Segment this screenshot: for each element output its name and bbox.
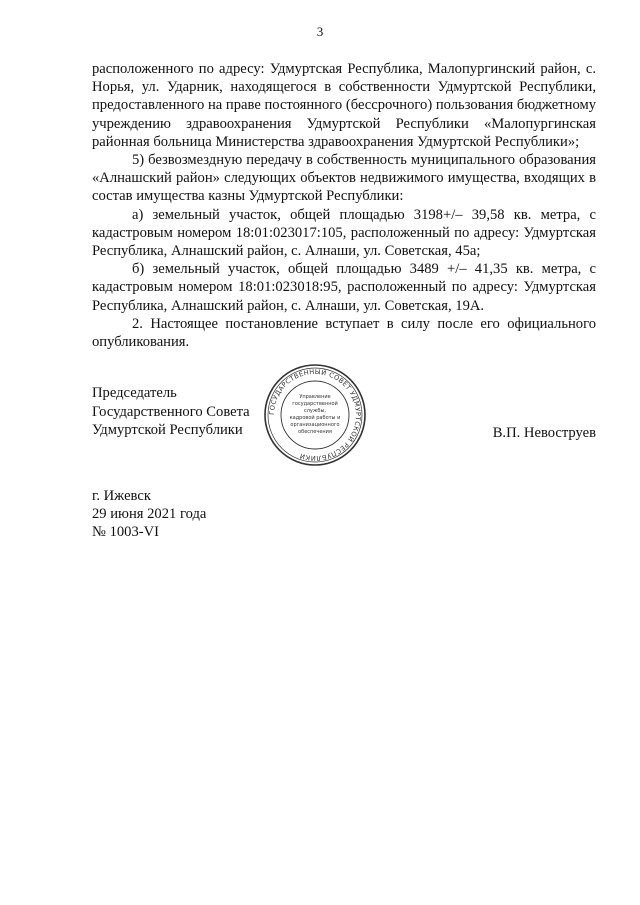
signatory-title	[92, 384, 250, 440]
seal-center-line-4: кадровой работы и	[289, 415, 341, 421]
document-footer	[92, 487, 206, 542]
paragraph-subitem-a: а) земельный участок, общей площадью 3198+/– 39,58 кв. метра, с кадастровым номером 18:01:023017:105, расположенный по адресу: Удмуртская Республика, Алнашский район, с. Алнаши, ул. Советская, 45а;	[92, 206, 596, 260]
seal-graphic	[262, 362, 368, 468]
signatory-title-line-3: Удмуртской Республики	[92, 422, 243, 438]
signatory-name: В.П. Невоструев	[492, 425, 596, 441]
paragraph-subitem-b: б) земельный участок, общей площадью 3489 +/– 41,35 кв. метра, с кадастровым номером 18:01:023018:95, расположенный по адресу: Удмуртская Республика, Алнашский район, с. Алнаши, ул. Советская, 19А.	[92, 261, 596, 314]
seal-ring-text: ГОСУДАРСТВЕННЫЙ СОВЕТ УДМУРТСКОЙ РЕСПУБЛИКИ	[267, 367, 363, 463]
seal-center-line-3: службы,	[303, 408, 327, 414]
paragraph-item-2: 2. Настоящее постановление вступает в силу после его официального опубликования.	[92, 315, 596, 351]
paragraph-item-5: 5) безвозмездную передачу в собственность муниципального образования «Алнашский район» следующих объектов недвижимого имущества, входящих в состав имущества казны Удмуртской Республики:	[92, 152, 596, 205]
paragraph-address-continuation: расположенного по адресу: Удмуртская Республика, Малопургинский район, с. Норья, ул. Ударник, находящегося в собственности Удмуртской Республики, предоставленного на праве постоянного (бессрочного) пользования бюджетному учреждению здравоохранения Удмуртской Республики «Малопургинская районная больница Министерства здравоохранения Удмуртской Республики»;	[92, 61, 596, 150]
issue-city: г. Ижевск	[92, 488, 151, 504]
seal-center-line-6: обеспечения	[298, 429, 332, 435]
signatory-title-line-2: Государственного Совета	[92, 403, 250, 420]
seal-center-line-1: Управление	[299, 394, 331, 400]
seal-center-line-2: государственной	[292, 401, 338, 407]
official-seal-stamp	[262, 362, 368, 468]
issue-date: 29 июня 2021 года	[92, 506, 207, 523]
page-number: 3	[316, 24, 324, 39]
seal-center-line-5: организационного	[290, 422, 340, 428]
document-body	[92, 60, 596, 351]
document-number: № 1003-VI	[92, 524, 160, 541]
signatory-title-line-1: Председатель	[92, 385, 177, 401]
